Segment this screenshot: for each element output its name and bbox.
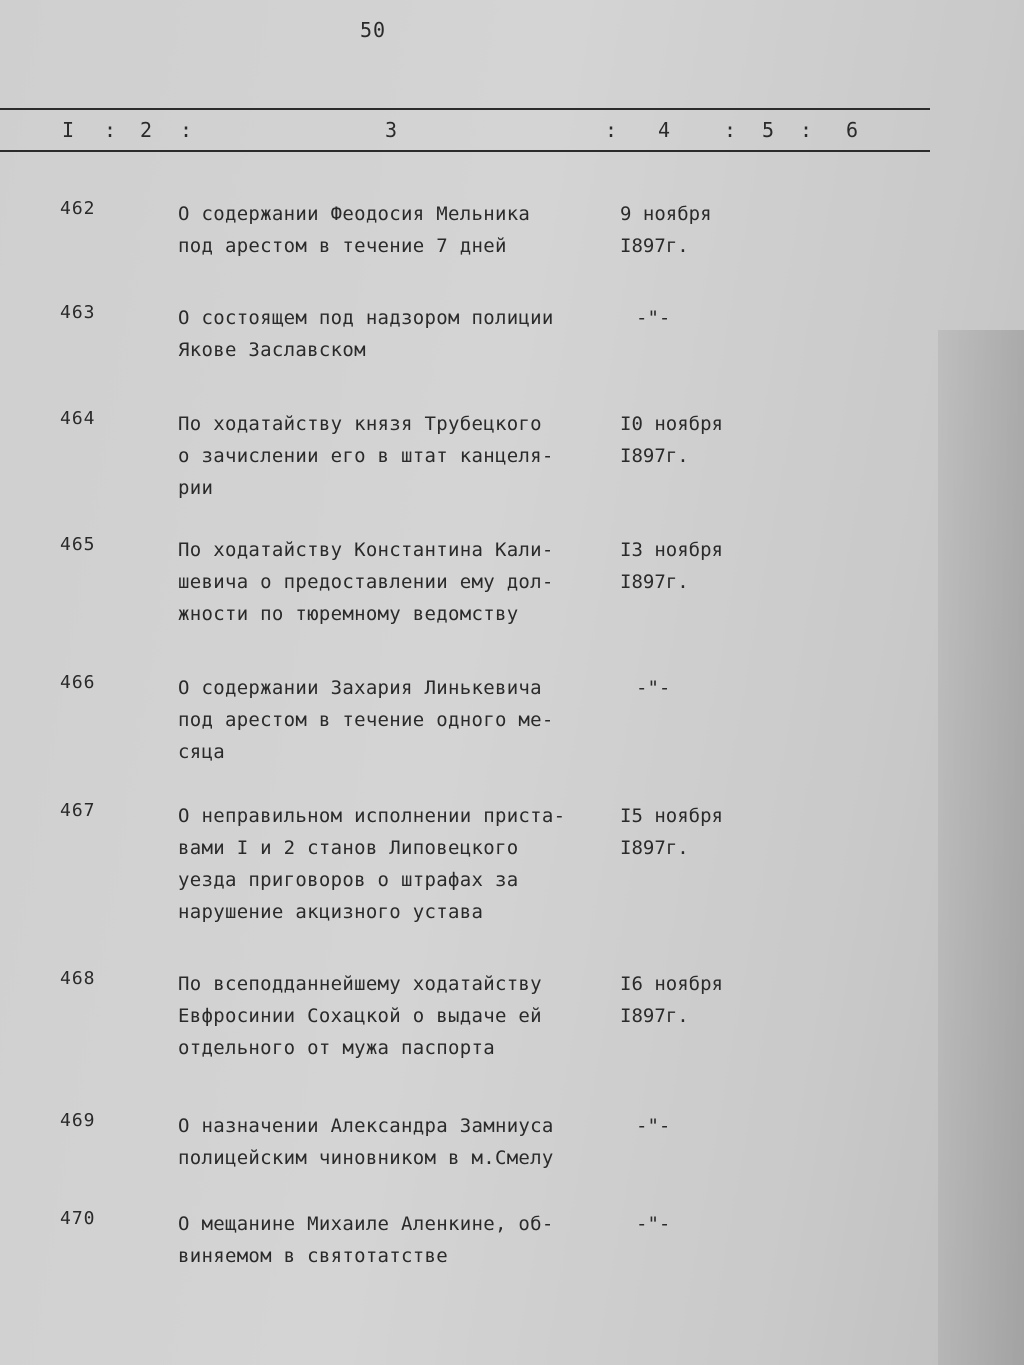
header-top-rule xyxy=(0,108,930,110)
entry-description xyxy=(178,302,608,366)
entry-number: 470 xyxy=(60,1208,96,1229)
entry-number: 468 xyxy=(60,968,96,989)
column-separator: : xyxy=(605,118,618,142)
entry-description-line: уезда приговоров о штрафах за xyxy=(178,869,519,891)
entry-number: 469 xyxy=(60,1110,96,1131)
header-bottom-rule xyxy=(0,150,930,152)
entry-description-line: По всеподданнейшему ходатайству xyxy=(178,973,542,995)
entry-description-line: Якове Заславском xyxy=(178,339,366,361)
entry-number: 467 xyxy=(60,800,96,821)
column-header-6: 6 xyxy=(846,118,859,142)
column-header-4: 4 xyxy=(658,118,671,142)
column-separator: : xyxy=(800,118,813,142)
entry-description xyxy=(178,968,608,1064)
entry-description-line: вами I и 2 станов Липовецкого xyxy=(178,837,519,859)
column-separator: : xyxy=(724,118,737,142)
column-separator: : xyxy=(180,118,193,142)
entry-description-line: о зачислении его в штат канцеля- xyxy=(178,445,554,467)
page-number: 50 xyxy=(360,18,387,42)
entry-number: 464 xyxy=(60,408,96,429)
entry-description-line: О содержании Захария Линькевича xyxy=(178,677,542,699)
entry-date-line: I897г. xyxy=(620,235,689,257)
entry-description-line: виняемом в святотатстве xyxy=(178,1245,448,1267)
entry-description-line: под арестом в течение одного ме- xyxy=(178,709,554,731)
column-header-5: 5 xyxy=(762,118,775,142)
entry-description xyxy=(178,534,608,630)
entry-date-line: I0 ноября xyxy=(620,413,723,435)
entry-date xyxy=(620,968,760,1032)
entry-description-line: жности по тюремному ведомству xyxy=(178,603,519,625)
entry-date xyxy=(620,198,760,262)
entry-date xyxy=(620,672,760,704)
entry-description xyxy=(178,408,608,504)
column-separator: : xyxy=(104,118,117,142)
entry-date-line: -"- xyxy=(636,677,671,699)
entry-description-line: О мещанине Михаиле Аленкине, об- xyxy=(178,1213,554,1235)
entry-description xyxy=(178,672,608,768)
entry-date-line: -"- xyxy=(636,1115,671,1137)
entry-date-line: I897г. xyxy=(620,571,689,593)
column-header-1: I xyxy=(62,118,75,142)
entry-number: 465 xyxy=(60,534,96,555)
entry-description-line: По ходатайству Константина Кали- xyxy=(178,539,554,561)
entry-date-line: I897г. xyxy=(620,837,689,859)
entry-number: 463 xyxy=(60,302,96,323)
entry-date-line: I897г. xyxy=(620,1005,689,1027)
entry-date xyxy=(620,302,760,334)
entry-description-line: полицейским чиновником в м.Смелу xyxy=(178,1147,554,1169)
entry-description-line: рии xyxy=(178,477,214,499)
entry-date-line: I5 ноября xyxy=(620,805,723,827)
entry-date-line: -"- xyxy=(636,1213,671,1235)
entry-description-line: О состоящем под надзором полиции xyxy=(178,307,554,329)
entry-description xyxy=(178,198,608,262)
entry-description xyxy=(178,800,608,928)
entry-date xyxy=(620,1208,760,1240)
entry-number: 466 xyxy=(60,672,96,693)
entry-date-line: I6 ноября xyxy=(620,973,723,995)
entry-description-line: По ходатайству князя Трубецкого xyxy=(178,413,542,435)
entry-date xyxy=(620,408,760,472)
entry-date xyxy=(620,800,760,864)
entry-description-line: под арестом в течение 7 дней xyxy=(178,235,507,257)
entry-description-line: О неправильном исполнении приста- xyxy=(178,805,566,827)
entry-date xyxy=(620,534,760,598)
entry-description-line: шевича о предоставлении ему дол- xyxy=(178,571,554,593)
entry-description-line: О содержании Феодосия Мельника xyxy=(178,203,531,225)
entry-description-line: нарушение акцизного устава xyxy=(178,901,484,923)
entry-description xyxy=(178,1110,608,1174)
entry-number: 462 xyxy=(60,198,96,219)
entry-date-line: -"- xyxy=(636,307,671,329)
page-edge-shadow xyxy=(938,330,1024,1365)
entry-date-line: I3 ноября xyxy=(620,539,723,561)
entry-description xyxy=(178,1208,608,1272)
entry-description-line: Евфросинии Сохацкой о выдаче ей xyxy=(178,1005,542,1027)
column-header-row xyxy=(0,118,930,146)
column-header-3: 3 xyxy=(385,118,398,142)
entry-date-line: I897г. xyxy=(620,445,689,467)
entry-description-line: сяца xyxy=(178,741,225,763)
entry-description-line: отдельного от мужа паспорта xyxy=(178,1037,495,1059)
entry-date xyxy=(620,1110,760,1142)
column-header-2: 2 xyxy=(140,118,153,142)
entry-description-line: О назначении Александра Замниуса xyxy=(178,1115,554,1137)
entry-date-line: 9 ноября xyxy=(620,203,712,225)
